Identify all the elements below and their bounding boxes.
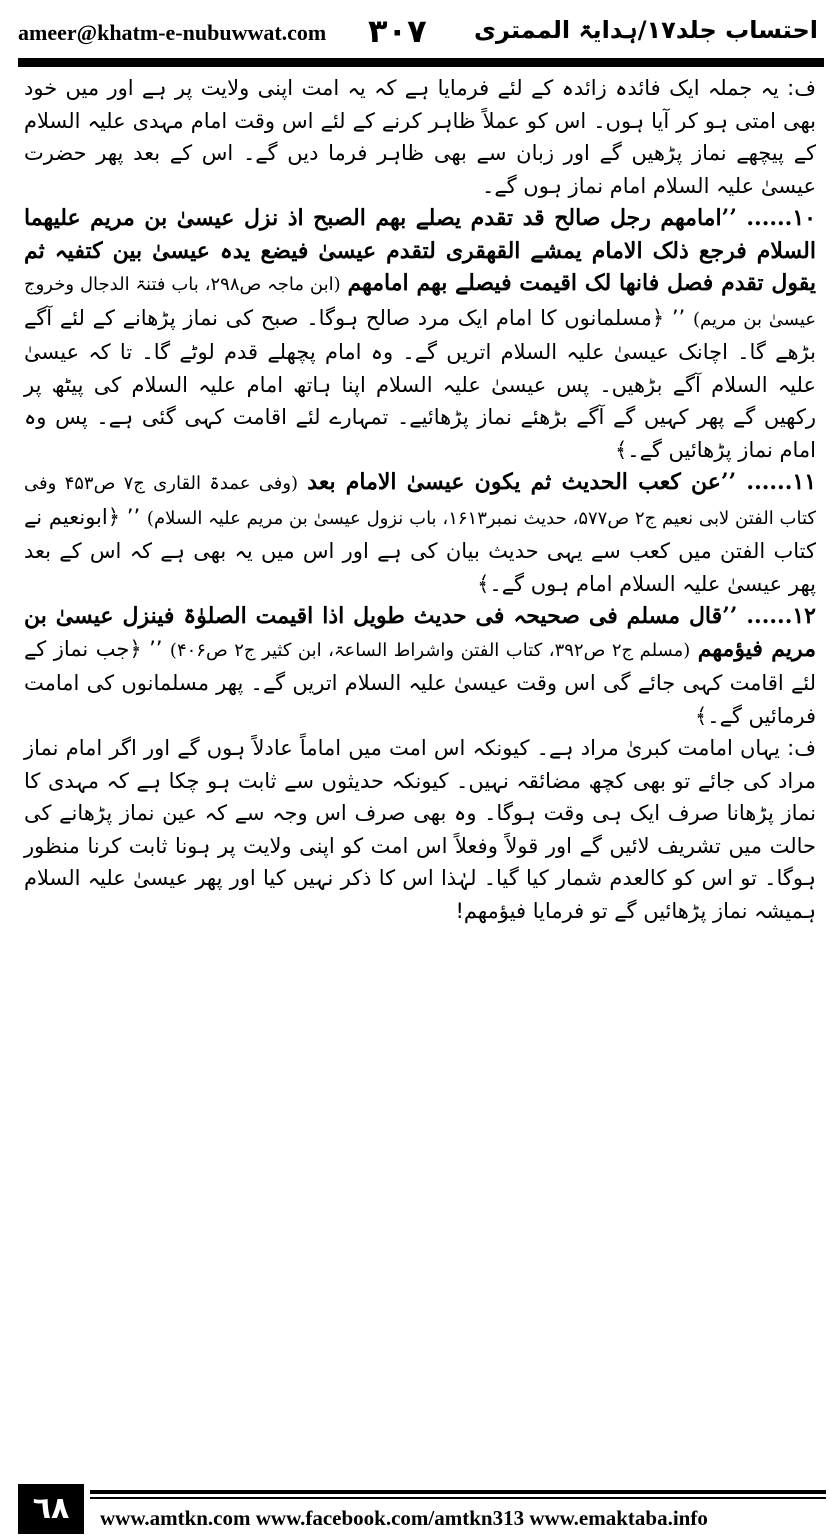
commentary-paragraph-1: ف: یہ جملہ ایک فائدہ زائدہ کے لئے فرمایا ہے کہ یہ امت اپنی ولایت پر ہے اور میں خود بھی امتی ہو کر آیا ہوں۔ اس کو عملاً ظاہر کرنے کے لئے اس وقت امام مہدی علیہ السلام کے پیچھے نماز پڑھیں گے اور زبان سے بھی ظاہر فرما دیں گے۔ اس کے بعد پھر حضرت عیسیٰ علیہ السلام امام نماز ہوں گے۔ xyxy=(24,76,816,198)
hadith-10-translation: ’’ ﴿مسلمانوں کا امام ایک مرد صالح ہوگا۔ صبح کی نماز پڑھانے کے لئے آگے بڑھے گا۔ اچانک عیسیٰ علیہ السلام اتریں گے۔ وہ امام پچھلے قدم لوٹے گا۔ تا کہ عیسیٰ علیہ السلام آگے بڑھیں۔ پس عیسیٰ علیہ السلام اپنا ہاتھ امام علیہ السلام کی پیٹھ پر رکھیں گے پھر کہیں گے آگے بڑھئے نماز پڑھائیے۔ تمہارے لئے اقامت کہی گئی ہے۔ پس وہ امام نماز پڑھائیں گے۔﴾ xyxy=(24,305,816,462)
hadith-12-translation: ’’ ﴿جب نماز کے لئے اقامت کہی جائے گی اس وقت عیسیٰ علیہ السلام اتریں گے۔ پھر مسلمانوں کی امامت فرمائیں گے۔﴾ xyxy=(24,636,816,728)
footer-links: www.amtkn.com www.facebook.com/amtkn313 www.emaktaba.info xyxy=(100,1506,708,1530)
hadith-11-source: (وفی عمدۃ القاری ج۷ ص۴۵۳ وفی کتاب الفتن لابی نعیم ج۲ ص۵۷۷، حدیث نمبر۱۶۱۳، باب نزول عیسیٰ بن مریم علیہ السلام) xyxy=(24,473,816,529)
footer-divider-thin xyxy=(90,1497,826,1499)
hadith-11-arabic: ۱۱...... ’’عن کعب الحدیث ثم یکون عیسیٰ الامام بعد xyxy=(307,469,817,495)
commentary-paragraph-2: ف: یہاں امامت کبریٰ مراد ہے۔ کیونکہ اس امت میں اماماً عادلاً ہوں گے اور اگر امام نماز مراد کی جائے تو بھی کچھ مضائقہ نہیں۔ کیونکہ حدیثوں سے ثابت ہو چکا ہے کہ مہدی کا نماز پڑھانا صرف ایک ہی وقت ہوگا۔ وہ بھی صرف اس وجہ سے کہ عین نماز پڑھانے کی حالت میں تشریف لائیں گے اور قولاً وفعلاً اس امت کو اپنی ولایت پر ہونا ثابت کرنا منظور ہوگا۔ تو اس کو کالعدم شمار کیا گیا۔ لہٰذا اس کا ذکر نہیں کیا اور پھر عیسیٰ علیہ السلام ہمیشہ نماز پڑھائیں گے تو فرمایا فیؤمھم! xyxy=(24,736,816,923)
page-header xyxy=(0,0,840,62)
header-divider xyxy=(18,58,824,67)
page-body xyxy=(24,72,816,927)
hadith-12-source: (مسلم ج۲ ص۳۹۲، کتاب الفتن واشراط الساعۃ، ابن کثیر ج۲ ص۴۰۶) xyxy=(169,639,691,661)
hadith-12-arabic: ۱۲...... ’’قال مسلم فی صحیحہ فی حدیث طویل اذا اقیمت الصلوٰۃ فینزل عیسیٰ بن مریم فیؤمھم xyxy=(24,603,816,662)
header-book-title: احتساب جلد۱۷/ہدایۃ الممتری xyxy=(474,16,818,44)
header-email: ameer@khatm-e-nubuwwat.com xyxy=(18,20,327,45)
hadith-10-source: (ابن ماجہ ص۲۹۸، باب فتنۃ الدجال وخروج عیسیٰ بن مریم) xyxy=(24,274,817,330)
footer-divider xyxy=(90,1490,826,1494)
header-page-number: ٣٠٧ xyxy=(368,12,427,50)
hadith-11-translation: ’’ ﴿ابونعیم نے کتاب الفتن میں کعب سے یہی حدیث بیان کی ہے اور اس میں یہ بھی ہے کہ اس کے بعد پھر عیسیٰ علیہ السلام امام ہوں گے۔﴾ xyxy=(24,504,816,596)
footer-page-badge: ٦٨ xyxy=(18,1484,84,1534)
hadith-10-arabic: ۱۰...... ’’امامھم رجل صالح قد تقدم یصلے بھم الصبح اذ نزل عیسیٰ بن مریم علیھما السلام فرجع ذلک الامام یمشے القھقری لتقدم عیسیٰ فیضع یدہ عیسیٰ بین کتفیہ ثم یقول تقدم فصل فانھا لک اقیمت فیصلے بھم امامھم xyxy=(24,205,816,296)
